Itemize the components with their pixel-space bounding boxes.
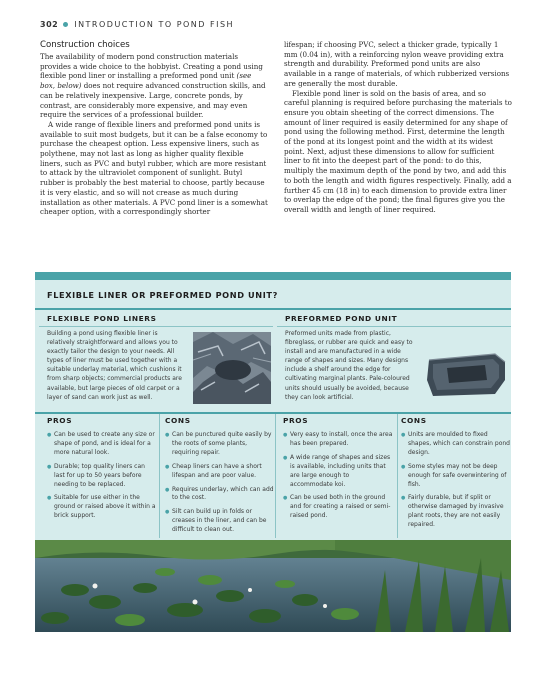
paragraph-4: Flexible pond liner is sold on the basis of area, and so careful planning is required before purchasing the materials to ensure you obtain sheeting of the correct dimensions. The amount of liner required is easily determined for any shape of pond using the following method. First, determine the length of the pond at its longest point and the width at its widest point. Next, adjust these dimensions to allow for sufficient liner to fit into the deepest part of the pond: to do this, multiply the maximum depth of the pond by two, and add this to both the length and width figures respectively. Finally, add a further 45 cm (18 in) to each dimension to provide extra liner to overlap the edge of the pond; the final figures give you the overall width and length of liner required. bbox=[284, 88, 512, 214]
paragraph-1 bbox=[40, 52, 268, 120]
left-text-column bbox=[40, 40, 268, 217]
column-divider bbox=[397, 414, 398, 538]
paragraph-2: A wide range of flexible liners and preformed pond units is available to suit most budgets, but it can be a false economy to purchase the cheapest option. Less expensive liners, such as polythene, may not last as long as higher quality flexible liners, such as PVC and butyl rubber, which are more resistant to attack by the ultraviolet component of sunlight. Butyl rubber is probably the best material to choose, partly because it is very elastic, and so will not crease as much during installation as other materials. A PVC pond liner is a somewhat cheaper option, with a correspondingly shorter bbox=[40, 119, 268, 217]
list-item: ● Can be used both in the ground and for creating a raised or semi-raised pond. bbox=[283, 494, 393, 521]
cons-heading: CONS bbox=[401, 416, 427, 425]
box-divider bbox=[35, 308, 511, 310]
column-divider bbox=[275, 414, 276, 538]
list-item: ● Can be punctured quite easily by the roots of some plants, requiring repair. bbox=[165, 431, 275, 458]
unit-pros bbox=[283, 416, 393, 526]
paragraph-1-text-a: The availability of modern pond construction materials provides a wide choice to the hobbyist. Creating a pond using flexible pond liner or installing a preformed pond unit bbox=[40, 52, 263, 81]
unit-description: Preformed units made from plastic, fibreglass, or rubber are quick and easy to install and are manufactured in a wide range of shapes and sizes. Many designs include a shelf around the edge for cultivating marginal plants. Pale-coloured units should usually be avoided, because they can look artificial. bbox=[285, 330, 413, 401]
list-item: ● A wide range of shapes and sizes is available, including units that are large enough to accommodate koi. bbox=[283, 454, 393, 490]
pond-with-water-lilies-photo bbox=[35, 540, 511, 632]
liner-cons bbox=[165, 416, 275, 540]
pros-heading: PROS bbox=[47, 416, 73, 425]
running-header bbox=[40, 20, 234, 29]
right-text-column bbox=[284, 40, 512, 215]
running-title: INTRODUCTION TO POND FISH bbox=[74, 20, 235, 29]
list-item: ● Cheap liners can have a short lifespan and are poor value. bbox=[165, 463, 275, 481]
cons-heading: CONS bbox=[165, 416, 191, 425]
list-item: ● Very easy to install, once the area has been prepared. bbox=[283, 431, 393, 449]
list-item: ● Can be used to create any size or shape of pond, and is ideal for a more natural look. bbox=[47, 431, 157, 458]
box-title: FLEXIBLE LINER OR PREFORMED POND UNIT? bbox=[47, 290, 278, 300]
preformed-pond-unit-photo bbox=[425, 350, 507, 400]
panel-heading-liners: FLEXIBLE POND LINERS bbox=[47, 314, 157, 323]
cross-reference: (see box, below) bbox=[40, 71, 252, 91]
list-item: ● Units are moulded to fixed shapes, which can constrain pond design. bbox=[401, 431, 511, 458]
feature-box bbox=[35, 272, 511, 632]
section-heading: Construction choices bbox=[40, 40, 130, 50]
page-number: 302 bbox=[40, 20, 59, 29]
panel-divider bbox=[277, 326, 511, 327]
panel-heading-unit: PREFORMED POND UNIT bbox=[285, 314, 398, 323]
liner-pros bbox=[47, 416, 157, 526]
column-divider bbox=[159, 414, 160, 538]
list-item: ● Fairly durable, but if split or otherwise damaged by invasive plant roots, they are not easily repaired. bbox=[401, 494, 511, 530]
list-item: ● Durable; top quality liners can last for up to 50 years before needing to be replaced. bbox=[47, 463, 157, 490]
liners-description: Building a pond using flexible liner is relatively straightforward and allows you to exactly tailor the design to your needs. All types of liner must be used together with a suitable underlay material, which cushions it from sharp objects; commercial products are available, but large pieces of old carpet or a layer of sand can work just as well. bbox=[47, 330, 182, 401]
panel-divider bbox=[39, 326, 273, 327]
paragraph-1-text-b: does not require advanced construction skills, and can be relatively inexpensive. Large, concrete ponds, by contrast, are considerably more expensive, and may even require the services of a professional builder. bbox=[40, 81, 266, 120]
pond-liner-photo bbox=[193, 332, 271, 404]
bullet-dot-icon bbox=[63, 22, 68, 27]
pros-heading: PROS bbox=[283, 416, 309, 425]
list-item: ● Some styles may not be deep enough for safe overwintering of fish. bbox=[401, 463, 511, 490]
list-item: ● Requires underlay, which can add to the cost. bbox=[165, 486, 275, 504]
box-accent-strip bbox=[35, 272, 511, 280]
list-item: ● Silt can build up in folds or creases in the liner, and can be difficult to clean out. bbox=[165, 508, 275, 535]
list-item: ● Suitable for use either in the ground or raised above it within a brick support. bbox=[47, 494, 157, 521]
pros-cons-divider bbox=[35, 412, 511, 414]
paragraph-3: lifespan; if choosing PVC, select a thicker grade, typically 1 mm (0.04 in), with a reinforcing nylon weave providing extra strength and durability. Preformed pond units are also available in a range of materials, of which rubberized versions are generally the most durable. bbox=[284, 40, 510, 88]
unit-cons bbox=[401, 416, 511, 535]
